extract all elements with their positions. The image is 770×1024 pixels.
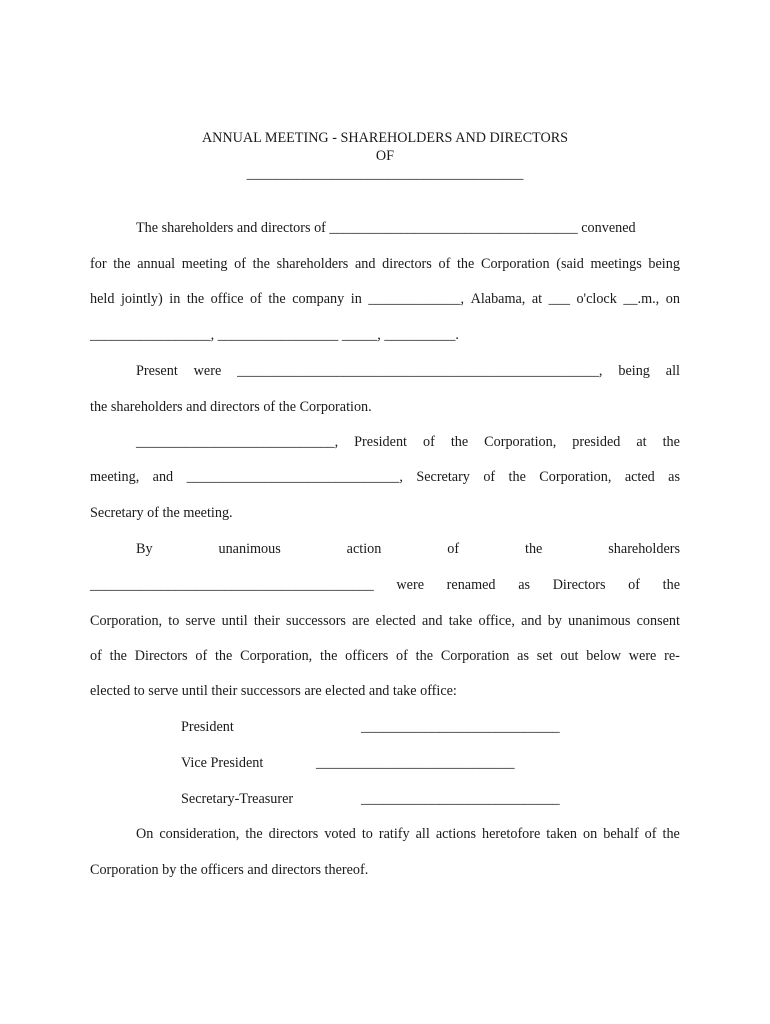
word: Secretary	[416, 469, 470, 485]
word: ________________________________________	[90, 577, 374, 593]
word: meeting	[181, 256, 228, 272]
word: of	[438, 256, 451, 272]
word: in	[169, 291, 181, 307]
word: being	[618, 363, 650, 379]
paragraph-4-line-2	[90, 576, 680, 594]
title-line-1: ANNUAL MEETING - SHAREHOLDERS AND DIRECTORS	[201, 130, 569, 146]
word: of	[628, 577, 640, 593]
paragraph-5-line-2: Corporation by the officers and directors thereof.	[90, 862, 369, 878]
paragraph-4-line-4	[90, 647, 680, 665]
word: the	[186, 291, 205, 307]
word: the	[415, 648, 434, 664]
officer-blank-president: ____________________________	[361, 719, 560, 735]
word: meetings	[590, 256, 642, 272]
word: and	[152, 469, 174, 485]
word: heretofore	[482, 826, 541, 842]
document-title	[0, 129, 770, 183]
word: are	[352, 613, 370, 629]
word: of	[422, 434, 435, 450]
paragraph-3-line-3: Secretary of the meeting.	[90, 505, 233, 521]
word: at	[531, 291, 543, 307]
word: the	[245, 826, 263, 842]
word: by	[547, 613, 562, 629]
paragraph-4-line-5: elected to serve until their successors are elected and take office:	[90, 683, 457, 699]
word: the	[214, 648, 233, 664]
word: for	[90, 256, 107, 272]
word: directors	[382, 256, 432, 272]
word: unanimous	[568, 613, 631, 629]
word: __.m.,	[623, 291, 660, 307]
word: shareholders	[276, 256, 349, 272]
paragraph-1-line-1	[90, 219, 680, 237]
word: _____________,	[368, 291, 465, 307]
word: at	[636, 434, 647, 450]
word: the	[662, 826, 680, 842]
word: were	[628, 648, 657, 664]
word: Directors	[552, 577, 606, 593]
word: the	[109, 648, 127, 664]
word: Directors	[134, 648, 188, 664]
word: as	[518, 577, 531, 593]
word: as	[517, 648, 529, 664]
word: jointly)	[120, 291, 163, 307]
word: company	[292, 291, 345, 307]
word: directors	[268, 826, 319, 842]
word: until	[221, 613, 248, 629]
word: on	[583, 826, 598, 842]
word: were	[193, 363, 222, 379]
word: of	[195, 648, 208, 664]
word: as	[668, 469, 680, 485]
word: consideration,	[159, 826, 240, 842]
word: their	[253, 613, 280, 629]
word: of	[234, 256, 246, 272]
word: to	[361, 826, 373, 842]
officer-title-vice-president: Vice President	[181, 755, 264, 771]
word: Corporation,	[539, 469, 612, 485]
word: serve	[185, 613, 216, 629]
word: Corporation,	[240, 648, 313, 664]
word: behalf	[603, 826, 639, 842]
word: the	[268, 291, 286, 307]
word: of	[250, 291, 262, 307]
word: shareholders	[608, 541, 680, 557]
word: ____________________________,	[136, 434, 339, 450]
officer-blank-secretary-treasurer: ____________________________	[361, 791, 560, 807]
word: being	[648, 256, 680, 272]
word: acted	[624, 469, 655, 485]
word: Alabama,	[470, 291, 526, 307]
word: to	[168, 613, 180, 629]
word: On	[136, 826, 154, 842]
word: the	[456, 256, 475, 272]
title-line-2: OF	[375, 148, 395, 164]
word: the	[320, 648, 338, 664]
officer-title-secretary-treasurer: Secretary-Treasurer	[181, 791, 294, 807]
word: Corporation,	[90, 613, 163, 629]
word: taken	[546, 826, 578, 842]
paragraph-4-line-3	[90, 612, 680, 630]
word: in	[350, 291, 362, 307]
word: all	[665, 363, 680, 379]
word: were	[396, 577, 424, 593]
word: the	[525, 541, 543, 557]
word: re-	[664, 648, 680, 664]
word: take	[448, 613, 473, 629]
word: elected	[375, 613, 416, 629]
paragraph-2-line-1	[90, 362, 680, 380]
word: By	[136, 541, 153, 557]
word: consent	[636, 613, 680, 629]
word: Corporation	[481, 256, 550, 272]
word: successors	[286, 613, 346, 629]
officer-blank-vice-president: ____________________________	[316, 755, 515, 771]
word: unanimous	[218, 541, 281, 557]
word: officers	[345, 648, 389, 664]
word: President	[354, 434, 407, 450]
word: out	[560, 648, 579, 664]
word: of	[447, 541, 460, 557]
officer-title-president: President	[181, 719, 234, 735]
title-blank-line: _______________________________________	[246, 166, 524, 182]
paragraph-1-line-4: _________________, _________________ _____, __________.	[90, 327, 459, 343]
word: office,	[478, 613, 515, 629]
word: the	[450, 434, 469, 450]
paragraph-1-line-3	[90, 290, 680, 308]
word: Present	[136, 363, 178, 379]
word: and	[355, 256, 376, 272]
word: and	[422, 613, 443, 629]
word: and	[521, 613, 542, 629]
word: o'clock	[576, 291, 617, 307]
paragraph-3-line-1	[90, 433, 680, 451]
word: held	[90, 291, 115, 307]
word: office	[210, 291, 244, 307]
word: of	[396, 648, 408, 664]
paragraph-3-line-2	[90, 468, 680, 486]
word: Corporation	[440, 648, 510, 664]
paragraph-4-line-1	[90, 540, 680, 558]
paragraph-2-line-2: the shareholders and directors of the Corporation.	[90, 399, 372, 415]
word: (said	[556, 256, 584, 272]
word: all	[415, 826, 430, 842]
word: ratify	[378, 826, 410, 842]
word: the	[662, 577, 680, 593]
word: the	[662, 434, 680, 450]
word: of	[483, 469, 496, 485]
word: the	[508, 469, 526, 485]
word: ___________________________________________________,	[237, 363, 603, 379]
word: the	[252, 256, 270, 272]
word: annual	[137, 256, 176, 272]
word: Corporation,	[484, 434, 557, 450]
word: the	[113, 256, 131, 272]
word: set	[536, 648, 553, 664]
word: of	[644, 826, 657, 842]
word: action	[346, 541, 382, 557]
word: of	[90, 648, 102, 664]
word: ______________________________,	[186, 469, 403, 485]
word: below	[586, 648, 621, 664]
word: meeting,	[90, 469, 140, 485]
word: voted	[324, 826, 356, 842]
word: presided	[572, 434, 621, 450]
word: ___	[548, 291, 570, 307]
word: renamed	[446, 577, 496, 593]
paragraph-5-line-1	[90, 825, 680, 843]
word: The shareholders and directors of ___________________________________ convened	[136, 220, 636, 236]
word: on	[665, 291, 680, 307]
paragraph-1-line-2	[90, 255, 680, 273]
word: actions	[435, 826, 476, 842]
